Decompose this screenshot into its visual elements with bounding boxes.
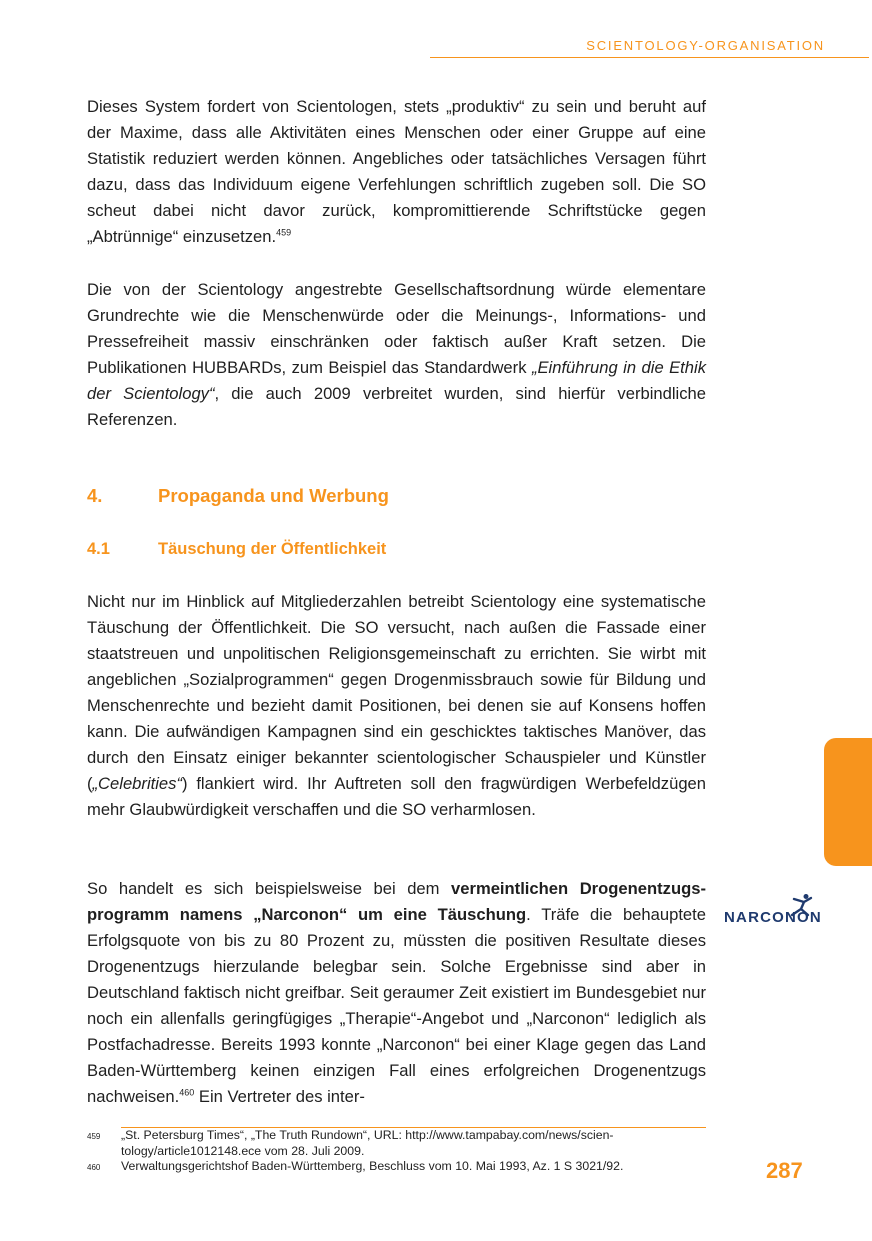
paragraph-2 bbox=[87, 277, 706, 433]
section-heading-4 bbox=[87, 485, 389, 507]
footnote-item bbox=[87, 1128, 706, 1159]
paragraph-3-text-a: Nicht nur im Hinblick auf Mitgliederzahlen betreibt Scientology eine systematische Täuschung der Öffentlichkeit. Die SO versucht, nach außen die Fassade einer staatstreuen und unpolitischen Religionsgemeinschaft zu errichten. Sie wirbt mit angeblichen „Sozialprogrammen“ gegen Drogenmissbrauch sowie für Bildung und Menschenrechte und bezieht damit Positionen, bei denen sie auf Konsens hoffen kann. Die aufwändigen Kampagnen sind ein geschicktes taktisches Manöver, das durch den Einsatz einiger bekannter scientologischer Schauspieler und Künstler ( bbox=[87, 592, 706, 793]
paragraph-1 bbox=[87, 94, 706, 250]
subsection-number: 4.1 bbox=[87, 540, 110, 558]
paragraph-4 bbox=[87, 876, 706, 1110]
running-header: SCIENTOLOGY-ORGANISATION bbox=[586, 38, 825, 53]
footnotes bbox=[87, 1128, 706, 1176]
section-number: 4. bbox=[87, 485, 103, 506]
paragraph-3-italic: „Celebrities“ bbox=[92, 774, 182, 793]
paragraph-2-text-a: Die von der Scientology angestrebte Gesellschaftsordnung würde elementare Grundrechte wie die Menschenwürde oder die Meinungs-, Informations- und Pressefreiheit massiv einschränken oder faktisch außer Kraft setzen. Die Publikationen HUBBARDs, zum Beispiel das Standardwerk bbox=[87, 280, 706, 377]
narconon-logo bbox=[724, 893, 854, 933]
page-number: 287 bbox=[766, 1158, 803, 1183]
side-tab-marker bbox=[824, 738, 872, 866]
paragraph-3 bbox=[87, 589, 706, 823]
section-title: Propaganda und Werbung bbox=[158, 485, 389, 506]
paragraph-4-text-b: . Träfe die behauptete Erfolgsquote von bis zu 80 Prozent zu, müssten die positiven Resultate dieses Drogenentzugs hierzulande belegbar sein. Solche Ergebnisse sind aber in Deutschland faktisch nicht greifbar. Seit geraumer Zeit existiert im Bundesgebiet nur noch ein allenfalls geringfügiges „Therapie“-Angebot und „Narconon“ lediglich als Postfachadresse. Bereits 1993 konnte „Narconon“ bei einer Klage gegen das Land Baden-Württemberg keinen einzigen Fall eines erfolgreichen Drogenentzugs nachweisen. bbox=[87, 905, 706, 1106]
paragraph-1-text: Dieses System fordert von Scientologen, stets „produktiv“ zu sein und beruht auf der Maxime, dass alle Aktivitäten eines Menschen oder einer Gruppe auf eine Statistik reduziert werden können. Angebliches oder tatsächliches Versagen führt dazu, dass das Individuum eigene Verfehlungen schriftlich zugeben soll. Die SO scheut dabei nicht davor zurück, kompromittierende Schriftstücke gegen „Abtrünnige“ einzusetzen. bbox=[87, 97, 706, 246]
footnote-item bbox=[87, 1159, 706, 1176]
footnote-number: 460 bbox=[87, 1163, 101, 1172]
paragraph-4-text-a: So handelt es sich beispielsweise bei dem bbox=[87, 879, 452, 898]
logo-wordmark: NARCONON bbox=[724, 909, 822, 926]
paragraph-4-bold: vermeintlichen Drogenentzugsprogramm namens „Narconon“ um eine Täuschung bbox=[87, 879, 706, 924]
subsection-title: Täuschung der Öffentlichkeit bbox=[158, 540, 387, 558]
footnote-text: „St. Petersburg Times“, „The Truth Rundown“, URL: http://www.tampabay.com/news/scientology/article1012148.ece vom 28. Juli 2009. bbox=[121, 1128, 614, 1158]
section-heading-4-1 bbox=[87, 540, 386, 559]
paragraph-2-text-b: , die auch 2009 verbreitet wurden, sind hierfür verbindliche Referenzen. bbox=[87, 384, 706, 429]
footnote-ref-459[interactable]: 459 bbox=[276, 227, 292, 238]
paragraph-3-text-b: ) flankiert wird. Ihr Auftreten soll den fragwürdigen Werbefeldzügen mehr Glaubwürdigkeit verschaffen und die SO verharmlosen. bbox=[87, 774, 706, 819]
footnote-ref-460[interactable]: 460 bbox=[179, 1087, 195, 1098]
footnote-number: 459 bbox=[87, 1132, 101, 1141]
paragraph-4-text-c: Ein Vertreter des inter- bbox=[194, 1087, 365, 1106]
header-rule bbox=[430, 57, 869, 58]
paragraph-2-title-italic: „Einführung in die Ethik der Scientology“ bbox=[87, 358, 707, 403]
footnote-text: Verwaltungsgerichtshof Baden-Württemberg, Beschluss vom 10. Mai 1993, Az. 1 S 3021/92. bbox=[121, 1159, 624, 1173]
